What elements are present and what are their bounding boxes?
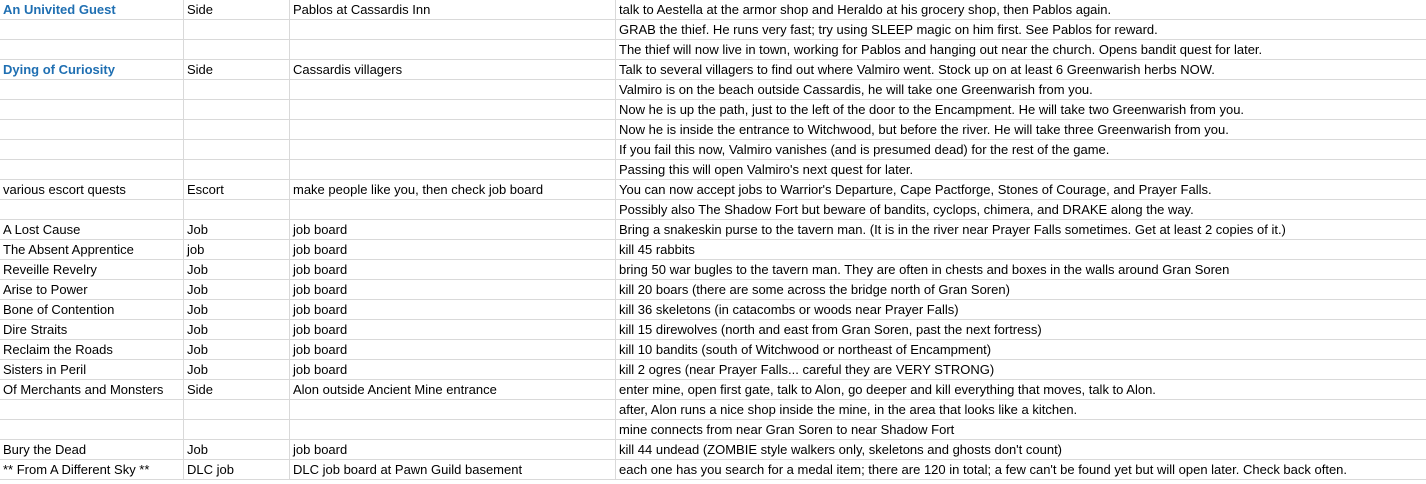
quest-notes-cell[interactable]: kill 36 skeletons (in catacombs or woods near Prayer Falls)	[619, 302, 959, 317]
quest-type-cell[interactable]: Side	[184, 0, 290, 19]
quest-giver-cell[interactable]	[290, 400, 616, 419]
quest-name-cell[interactable]	[0, 120, 184, 139]
table-row	[0, 460, 1426, 480]
quest-type-cell[interactable]	[184, 100, 290, 119]
quest-type-cell[interactable]	[184, 400, 290, 419]
quest-giver-cell[interactable]: job board	[290, 300, 616, 319]
quest-type-cell[interactable]: Job	[184, 280, 290, 299]
quest-giver-cell[interactable]	[290, 420, 616, 439]
table-row	[0, 100, 1426, 120]
table-row	[0, 120, 1426, 140]
quest-giver-cell[interactable]	[290, 200, 616, 219]
quest-name-cell[interactable]	[0, 40, 184, 59]
quest-name-cell[interactable]: An Univited Guest	[0, 0, 184, 19]
quest-giver-cell[interactable]: job board	[290, 320, 616, 339]
table-row	[0, 260, 1426, 280]
quest-name-cell[interactable]	[0, 140, 184, 159]
quest-name-cell[interactable]	[0, 100, 184, 119]
quest-type-cell[interactable]	[184, 160, 290, 179]
quest-notes-cell[interactable]: talk to Aestella at the armor shop and Heraldo at his grocery shop, then Pablos again.	[619, 2, 1112, 17]
quest-notes-cell[interactable]: each one has you search for a medal item; there are 120 in total; a few can't be found yet but will open later. Check back often.	[619, 462, 1348, 477]
quest-name-cell[interactable]: Bury the Dead	[0, 440, 184, 459]
quest-notes-cell[interactable]: kill 2 ogres (near Prayer Falls... careful they are VERY STRONG)	[619, 362, 995, 377]
quest-notes-cell[interactable]: enter mine, open first gate, talk to Alon, go deeper and kill everything that moves, talk to Alon.	[619, 382, 1156, 397]
quest-giver-cell[interactable]	[290, 40, 616, 59]
quest-type-cell[interactable]	[184, 20, 290, 39]
quest-notes-cell[interactable]: kill 10 bandits (south of Witchwood or northeast of Encampment)	[619, 342, 992, 357]
quest-type-cell[interactable]: Job	[184, 440, 290, 459]
quest-type-cell[interactable]: Side	[184, 380, 290, 399]
quest-name-cell[interactable]: Reveille Revelry	[0, 260, 184, 279]
quest-notes-cell[interactable]: The thief will now live in town, working for Pablos and hanging out near the church. Opens bandit quest for later.	[619, 42, 1263, 57]
quest-giver-cell[interactable]: job board	[290, 340, 616, 359]
table-row	[0, 320, 1426, 340]
quest-giver-cell[interactable]	[290, 80, 616, 99]
quest-name-cell[interactable]	[0, 420, 184, 439]
quest-notes-cell[interactable]: GRAB the thief. He runs very fast; try using SLEEP magic on him first. See Pablos for reward.	[619, 22, 1158, 37]
quest-type-cell[interactable]	[184, 140, 290, 159]
quest-giver-cell[interactable]: job board	[290, 240, 616, 259]
table-row	[0, 280, 1426, 300]
quest-notes-cell[interactable]: Bring a snakeskin purse to the tavern man. (It is in the river near Prayer Falls sometimes. Get at least 2 copies of it.)	[619, 222, 1286, 237]
quest-notes-cell[interactable]: Possibly also The Shadow Fort but beware of bandits, cyclops, chimera, and DRAKE along the way.	[619, 202, 1194, 217]
quest-notes-cell[interactable]: Now he is inside the entrance to Witchwood, but before the river. He will take three Greenwarish from you.	[619, 122, 1229, 137]
quest-name-cell[interactable]	[0, 80, 184, 99]
quest-type-cell[interactable]	[184, 200, 290, 219]
table-row	[0, 400, 1426, 420]
quest-name-cell[interactable]: The Absent Apprentice	[0, 240, 184, 259]
quest-giver-cell[interactable]: Pablos at Cassardis Inn	[290, 0, 616, 19]
quest-type-cell[interactable]	[184, 80, 290, 99]
table-row	[0, 240, 1426, 260]
quest-notes-cell[interactable]: bring 50 war bugles to the tavern man. They are often in chests and boxes in the walls around Gran Soren	[619, 262, 1230, 277]
quest-type-cell[interactable]: Side	[184, 60, 290, 79]
quest-notes-cell[interactable]: kill 20 boars (there are some across the bridge north of Gran Soren)	[619, 282, 1010, 297]
table-row	[0, 200, 1426, 220]
quest-name-cell[interactable]	[0, 400, 184, 419]
quest-notes-cell[interactable]: Passing this will open Valmiro's next quest for later.	[619, 162, 914, 177]
quest-giver-cell[interactable]	[290, 160, 616, 179]
quest-notes-cell[interactable]: kill 15 direwolves (north and east from Gran Soren, past the next fortress)	[619, 322, 1042, 337]
table-row	[0, 40, 1426, 60]
quest-notes-cell[interactable]: If you fail this now, Valmiro vanishes (and is presumed dead) for the rest of the game.	[619, 142, 1110, 157]
quest-name-cell[interactable]: Of Merchants and Monsters	[0, 380, 184, 399]
quest-giver-cell[interactable]: job board	[290, 360, 616, 379]
quest-giver-cell[interactable]: Alon outside Ancient Mine entrance	[290, 380, 616, 399]
quest-giver-cell[interactable]	[290, 20, 616, 39]
quest-type-cell[interactable]: Job	[184, 300, 290, 319]
quest-notes-cell[interactable]: You can now accept jobs to Warrior's Departure, Cape Pactforge, Stones of Courage, and Prayer Falls.	[619, 182, 1212, 197]
quest-type-cell[interactable]: Job	[184, 360, 290, 379]
table-row	[0, 340, 1426, 360]
table-row	[0, 300, 1426, 320]
quest-type-cell[interactable]: Job	[184, 320, 290, 339]
quest-name-cell[interactable]: Dying of Curiosity	[0, 60, 184, 79]
quest-name-cell[interactable]: Dire Straits	[0, 320, 184, 339]
quest-giver-cell[interactable]	[290, 120, 616, 139]
table-row	[0, 360, 1426, 380]
quest-notes-cell[interactable]: kill 44 undead (ZOMBIE style walkers only, skeletons and ghosts don't count)	[619, 442, 1063, 457]
table-row	[0, 80, 1426, 100]
quest-notes-cell[interactable]: after, Alon runs a nice shop inside the mine, in the area that looks like a kitchen.	[619, 402, 1078, 417]
quest-name-cell[interactable]: ** From A Different Sky **	[0, 460, 184, 479]
quest-giver-cell[interactable]: job board	[290, 440, 616, 459]
quest-type-cell[interactable]: Job	[184, 260, 290, 279]
table-row	[0, 420, 1426, 440]
quest-giver-cell[interactable]: make people like you, then check job board	[290, 180, 616, 199]
quest-name-cell[interactable]: Bone of Contention	[0, 300, 184, 319]
quest-notes-cell[interactable]: Talk to several villagers to find out where Valmiro went. Stock up on at least 6 Greenwarish herbs NOW.	[619, 62, 1215, 77]
quest-notes-cell[interactable]: Now he is up the path, just to the left of the door to the Encampment. He will take two Greenwarish from you.	[619, 102, 1245, 117]
table-row	[0, 140, 1426, 160]
quest-type-cell[interactable]: job	[184, 240, 290, 259]
table-row	[0, 0, 1426, 20]
quest-type-cell[interactable]: DLC job	[184, 460, 290, 479]
quest-name-cell[interactable]	[0, 20, 184, 39]
quest-giver-cell[interactable]: job board	[290, 280, 616, 299]
table-row	[0, 180, 1426, 200]
table-row	[0, 160, 1426, 180]
quest-name-cell[interactable]: Arise to Power	[0, 280, 184, 299]
quest-giver-cell[interactable]: Cassardis villagers	[290, 60, 616, 79]
quest-notes-cell[interactable]: Valmiro is on the beach outside Cassardis, he will take one Greenwarish from you.	[619, 82, 1093, 97]
quest-name-cell[interactable]	[0, 200, 184, 219]
quest-type-cell[interactable]	[184, 40, 290, 59]
quest-type-cell[interactable]	[184, 420, 290, 439]
quest-type-cell[interactable]: Escort	[184, 180, 290, 199]
quest-name-cell[interactable]: Sisters in Peril	[0, 360, 184, 379]
table-row	[0, 60, 1426, 80]
quest-giver-cell[interactable]	[290, 100, 616, 119]
table-row	[0, 440, 1426, 460]
quest-giver-cell[interactable]: DLC job board at Pawn Guild basement	[290, 460, 616, 479]
quest-notes-cell[interactable]: kill 45 rabbits	[619, 242, 695, 257]
quest-type-cell[interactable]: Job	[184, 220, 290, 239]
quest-giver-cell[interactable]: job board	[290, 260, 616, 279]
quest-name-cell[interactable]	[0, 160, 184, 179]
quest-name-cell[interactable]: Reclaim the Roads	[0, 340, 184, 359]
quest-type-cell[interactable]	[184, 120, 290, 139]
quest-giver-cell[interactable]	[290, 140, 616, 159]
quest-type-cell[interactable]: Job	[184, 340, 290, 359]
quest-name-cell[interactable]: A Lost Cause	[0, 220, 184, 239]
table-row	[0, 20, 1426, 40]
quest-notes-cell[interactable]: mine connects from near Gran Soren to near Shadow Fort	[619, 422, 955, 437]
table-row	[0, 380, 1426, 400]
quest-name-cell[interactable]: various escort quests	[0, 180, 184, 199]
table-row	[0, 220, 1426, 240]
quest-giver-cell[interactable]: job board	[290, 220, 616, 239]
